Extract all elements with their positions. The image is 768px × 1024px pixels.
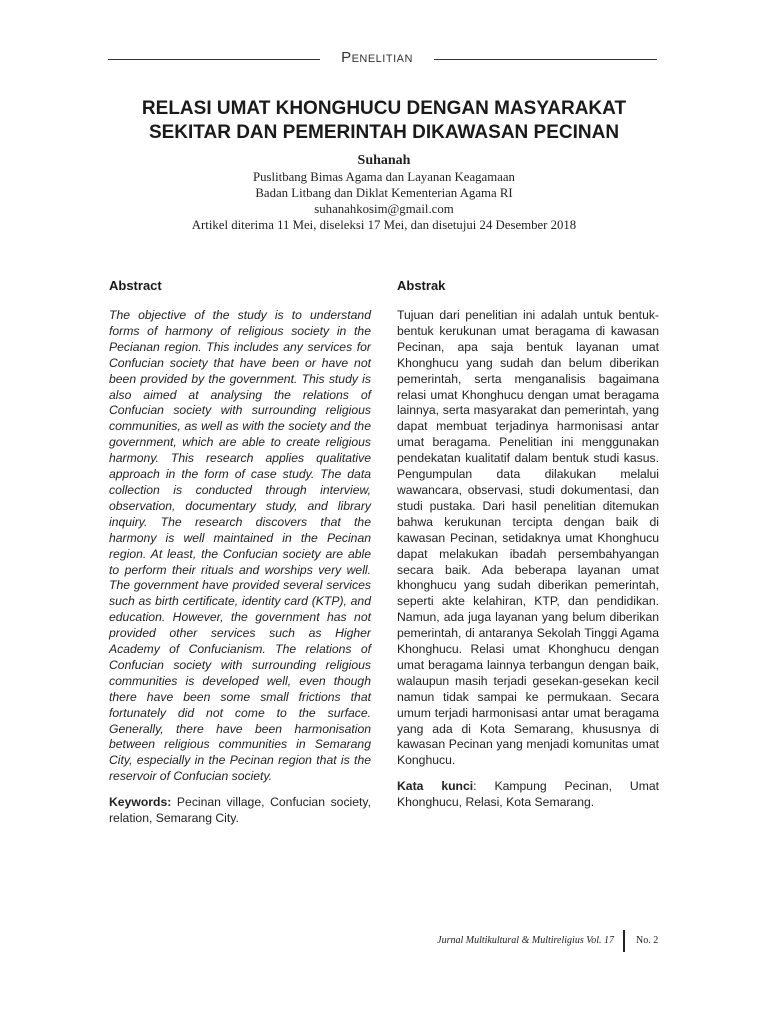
section-label: Penelitian [341,49,413,66]
author-affiliation-2: Badan Litbang dan Diklat Kementerian Agama RI [255,186,513,200]
author-affiliation-1: Puslitbang Bimas Agama dan Layanan Keagamaan [253,170,515,184]
abstrak-indonesian-column [397,278,659,811]
abstract-english-column [109,278,371,827]
abstract-heading: Abstract [109,278,162,293]
author-name: Suhanah [357,153,411,168]
kata-kunci-paragraph [397,779,659,811]
abstract-body: The objective of the study is to understand forms of harmony of religious society in the Pecianan region. This includes any services for Confucian society that have been or have not been provided by the government. This study is also aimed at analysing the relations of Confucian society with surrounding religious communities, as well as with the society and the government, which are able to create religious harmony. This research applies qualitative approach in the form of case study. The data collection is conducted through interview, observation, documentary study, and library inquiry. The research discovers that the harmony is well maintained in the Pecinan region. At least, the Confucian society are able to perform their rituals and worships very well. The government have provided several services such as birth certificate, identity card (KTP), and education. However, the government has not provided other services such as Higher Academy of Confucianism. The relations of Confucian society with surrounding religious communities is developed well, even though there have been some small frictions that fortunately did not come to the surface. Generally, there have been harmonisation between religious communities in Semarang City, especially in the Pecinan region that is the reservoir of Confucian society. [109,308,371,784]
article-title-line-1: RELASI UMAT KHONGHUCU DENGAN MASYARAKAT [141,98,627,119]
keywords-text: Pecinan village, Confucian society, relation, Semarang City. [109,795,371,826]
footer-divider [623,930,625,952]
article-title [90,97,678,145]
header-rule-left [108,59,320,60]
article-dates: Artikel diterima 11 Mei, diseleksi 17 Mei, dan disetujui 24 Desember 2018 [191,218,577,232]
keywords-paragraph [109,795,371,827]
abstrak-body: Tujuan dari penelitian ini adalah untuk bentuk-bentuk kerukunan umat beragama di kawasan Pecinan, apa saja bentuk layanan umat Khonghucu yang sudah dan belum diberikan pemerintah, serta menganalisis bagaimana relasi umat Khonghucu dengan umat beragama lainnya, serta masyarakat dan pemerintah, yang dapat membuat terjadinya harmonisasi antar umat beragama. Penelitian ini menggunakan pendekatan kualitatif dalam bentuk studi kasus. Pengumpulan data dilakukan melalui wawancara, observasi, studi dokumentasi, dan studi pustaka. Dari hasil penelitian ditemukan bahwa kerukunan tercipta dengan baik di kawasan Pecinan, setidaknya umat Khonghucu dapat melakukan ibadah persembahyangan secara baik. Ada beberapa layanan umat khonghucu yang sudah diberikan pemerintah, seperti akte kelahiran, KTP, dan pendidikan. Namun, ada juga layanan yang belum diberikan pemerintah, di antaranya Sekolah Tinggi Agama Khonghucu. Relasi umat Khonghucu dengan umat beragama lainnya terbangun dengan baik, walaupun masih terjadi gesekan-gesekan kecil namun tidak sampai ke permukaan. Secara umum terjadi harmonisasi antar umat beragama yang ada di Kota Semarang, khususnya di kawasan Pecinan yang menjadi komunitas umat Konghucu. [397,308,659,768]
footer-issue: No. 2 [636,935,659,946]
author-block [90,153,678,233]
kata-kunci-label: Kata kunci [397,779,474,794]
page-footer [300,930,680,952]
abstrak-heading: Abstrak [397,278,446,293]
article-title-line-2: SEKITAR DAN PEMERINTAH DIKAWASAN PECINAN [148,122,620,143]
footer-journal: Jurnal Multikultural & Multireligius Vol. 17 [437,935,614,946]
kata-kunci-text: : Kampung Pecinan, Umat Khonghucu, Relasi, Kota Semarang. [397,779,660,810]
header-rule-right [434,59,657,60]
keywords-label: Keywords: [109,795,172,810]
author-email: suhanahkosim@gmail.com [314,202,454,216]
